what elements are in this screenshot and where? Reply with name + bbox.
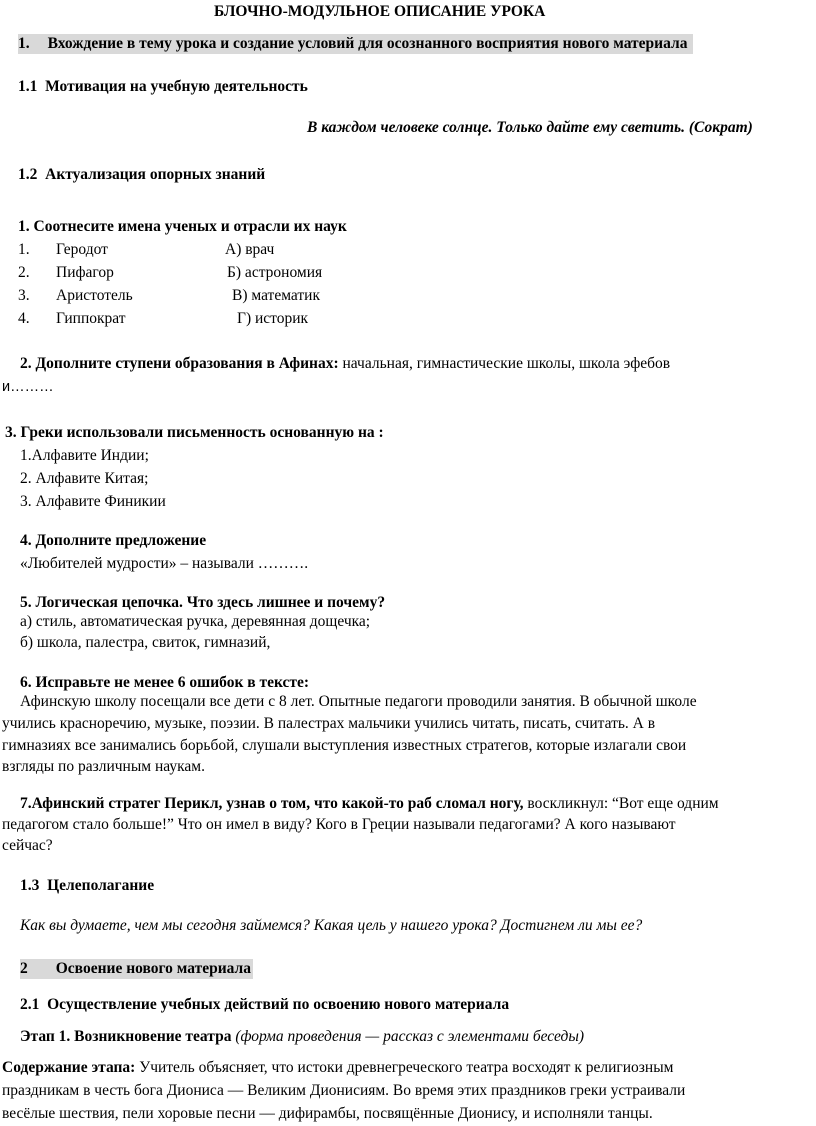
science-option: В) математик	[232, 287, 320, 304]
section-2-title: Освоение нового материала	[55, 960, 251, 977]
task-7-text: воскликнул: “Вот еще одним	[523, 795, 719, 812]
task-7-line: педагогом стало больше!” Что он имел в виду? Кого в Греции называли педагогами? А кого называют	[2, 816, 676, 833]
task-1-title: 1. Соотнесите имена ученых и отрасли их наук	[18, 218, 347, 235]
match-number: 2.	[18, 264, 30, 281]
list-item: б) школа, палестра, свиток, гимназий,	[20, 634, 271, 651]
task-2-title: 2. Дополните ступени образования в Афинах:	[20, 355, 339, 372]
task-6-line: гимназиях все занимались борьбой, слушали выступления известных стратегов, которые излагали свои	[2, 737, 687, 754]
subsection-1-1-heading	[18, 77, 308, 97]
task-2-continuation: и………	[2, 379, 54, 395]
task-2	[20, 354, 670, 374]
stage-content-label: Содержание этапа:	[2, 1059, 136, 1076]
match-number: 1.	[18, 241, 30, 258]
scientist-name: Геродот	[56, 241, 108, 258]
list-item: 3. Алфавите Финикии	[20, 493, 166, 510]
stage-1	[20, 1027, 584, 1047]
stage-content-text: Учитель объясняет, что истоки древнегреческого театра восходят к религиозным	[135, 1059, 674, 1076]
stage-content	[2, 1058, 673, 1078]
section-1-number: 1.	[18, 35, 30, 52]
list-item: а) стиль, автоматическая ручка, деревянная дощечка;	[20, 613, 371, 630]
task-2-text: начальная, гимнастические школы, школа эфебов	[338, 355, 671, 372]
subsection-2-1-number: 2.1	[20, 996, 40, 1013]
stage-content-line: праздникам в честь бога Диониса — Великим Дионисиям. Во время этих праздников греки устраивали	[2, 1082, 686, 1099]
stage-1-form: (форма проведения — рассказ с элементами беседы)	[231, 1028, 584, 1045]
list-item: 2. Алфавите Китая;	[20, 470, 149, 487]
task-4-title: 4. Дополните предложение	[20, 532, 207, 549]
subsection-1-2-title: Актуализация опорных знаний	[45, 166, 266, 183]
page-title: БЛОЧНО-МОДУЛЬНОЕ ОПИСАНИЕ УРОКА	[214, 3, 546, 20]
science-option: Г) историк	[237, 310, 309, 327]
scientist-name: Пифагор	[56, 264, 114, 281]
section-1-heading	[18, 34, 693, 54]
subsection-1-3-heading	[20, 876, 154, 896]
task-7	[20, 794, 719, 814]
task-6-line: учились красноречию, музыке, поэзии. В палестрах мальчики учились читать, писать, считать. А в	[2, 715, 656, 732]
goal-questions: Как вы думаете, чем мы сегодня займемся? Какая цель у нашего урока? Достигнем ли мы ее?	[20, 917, 643, 934]
scientist-name: Аристотель	[56, 287, 133, 304]
task-7-line: сейчас?	[2, 837, 53, 854]
task-6-line: Афинскую школу посещали все дети с 8 лет. Опытные педагоги проводили занятия. В обычной школе	[20, 693, 697, 710]
task-6-title: 6. Исправьте не менее 6 ошибок в тексте:	[20, 674, 310, 691]
subsection-1-2-number: 1.2	[18, 166, 38, 183]
task-3-title: 3. Греки использовали письменность основанную на :	[5, 424, 384, 441]
subsection-1-3-number: 1.3	[20, 877, 40, 894]
science-option: А) врач	[225, 241, 275, 258]
section-1-title: Вхождение в тему урока и создание условий для осознанного восприятия нового материала	[47, 35, 688, 52]
task-5-title: 5. Логическая цепочка. Что здесь лишнее и почему?	[20, 594, 386, 611]
subsection-1-3-title: Целеполагание	[47, 877, 155, 894]
scientist-name: Гиппократ	[56, 310, 126, 327]
match-number: 4.	[18, 310, 30, 327]
stage-content-line: весёлые шествия, пели хоровые песни — дифирамбы, посвящённые Дионису, и исполняли танцы.	[2, 1105, 653, 1122]
section-2-number: 2	[20, 960, 28, 977]
section-2-heading	[20, 959, 253, 979]
match-number: 3.	[18, 287, 30, 304]
subsection-1-1-number: 1.1	[18, 78, 38, 95]
subsection-1-1-title: Мотивация на учебную деятельность	[45, 78, 308, 95]
epigraph-quote: В каждом человеке солнце. Только дайте ему светить. (Сократ)	[307, 119, 753, 136]
task-7-title: 7.Афинский стратег Перикл, узнав о том, что какой-то раб сломал ногу,	[20, 795, 524, 812]
stage-1-title: Этап 1. Возникновение театра	[20, 1028, 232, 1045]
task-6-line: взгляды по различным наукам.	[2, 758, 205, 775]
subsection-1-2-heading	[18, 165, 265, 185]
science-option: Б) астрономия	[227, 264, 323, 281]
subsection-2-1-heading	[20, 995, 509, 1015]
list-item: 1.Алфавите Индии;	[20, 447, 149, 464]
task-4-text: «Любителей мудрости» – называли ……….	[20, 555, 309, 572]
subsection-2-1-title: Осуществление учебных действий по освоению нового материала	[47, 996, 510, 1013]
